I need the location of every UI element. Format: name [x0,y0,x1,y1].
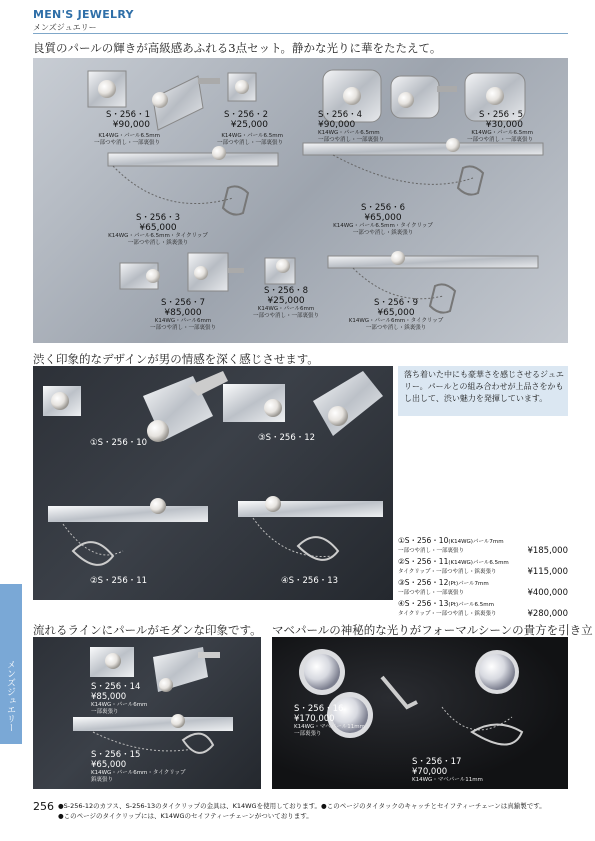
item-code: S・256・16 [294,704,344,714]
item-spec: K14WG・パール6mm [91,702,148,708]
section1-lead: 良質のパールの輝きが高級感あふれる3点セット。静かな光りに華をたたえて。 [33,41,442,55]
item-256-17-label [412,757,483,784]
item-spec: K14WG・パール6mm [154,318,212,324]
price-row-detail [398,567,568,577]
item-price: ¥90,000 [318,120,356,130]
price-value: ¥400,000 [527,588,568,598]
price-row-detail [398,609,568,619]
price-spec: 一部つや消し・一部裏張り [398,548,465,554]
item-256-5-label [463,110,523,130]
price-code: ④S・256・13 [398,599,449,608]
item-256-5-spec [443,130,533,144]
item-256-2-spec [199,133,283,147]
item-256-1-spec [76,133,160,147]
item-spec: 一部つや消し・一部裏張り [93,140,160,146]
photo-label-256-13: ④S・256・13 [281,576,339,586]
item-code: S・256・4 [318,110,363,120]
footer-note: ●このページのタイクリップには、K14WGのセイフティーチェーンがついております。 [58,812,313,820]
item-spec: 一部つや消し・一部裏張り [216,140,283,146]
section2-note: 落ち着いた中にも豪華さを感じさせるジュエリー。パールとの組み合わせが上品さをかもし出して、渋い魅力を発揮しています。 [404,370,564,403]
item-spec: 一部裏張り [91,709,119,715]
item-256-4-spec [318,130,408,144]
section3-photo [33,637,261,789]
photo-label-256-10: ①S・256・10 [90,438,148,448]
item-code: S・256・15 [91,750,141,760]
price-spec: (Pt)パール6.5mm [448,602,494,608]
item-256-1-label [90,110,150,130]
item-spec: K14WG・パール6.5mm・タイクリップ [333,223,433,229]
item-code: S・256・3 [135,213,181,223]
item-spec: K14WG・パール6.5mm [221,133,283,139]
section2-lead: 渋く印象的なデザインが男の情感を深く感じさせます。 [33,352,319,366]
item-256-14-label [91,682,147,716]
item-code: S・256・7 [160,298,206,308]
price-spec: タイクリップ・一部つや消し・鋲裏張り [398,569,497,575]
item-price: ¥85,000 [164,308,202,318]
item-spec: 一部つや消し・鋲裏張り [352,230,414,236]
photo-label-256-12: ③S・256・12 [258,433,316,443]
section2-jewelry-illustration [33,366,393,600]
item-code: S・256・1 [105,110,150,120]
photo-label-256-11: ②S・256・11 [90,576,148,586]
item-spec: K14WG・マベパール11mm [412,777,483,783]
item-256-2-label [208,110,268,130]
section4-lead: マベパールの神秘的な光りがフォーマルシーンの貴方を引き立 [272,623,593,637]
page-number: 256 [33,800,54,813]
item-256-3-label [98,213,218,247]
item-spec: 一部つや消し・一部裏張り [318,137,385,143]
page-header-subtitle: メンズジュエリー [33,23,97,32]
section2-price-list [398,535,568,619]
item-spec: 一部つや消し・一部裏張り [466,137,533,143]
item-256-6-label [323,203,443,237]
item-price: ¥90,000 [112,120,150,130]
item-spec: 一部つや消し・鋲裏張り [365,325,427,331]
item-price: ¥30,000 [485,120,523,130]
item-256-8-label [241,286,331,320]
item-spec: 一部つや消し・鋲裏張り [127,240,189,246]
item-spec: 一部裏張り [294,731,322,737]
price-value: ¥280,000 [527,609,568,619]
item-spec: K14WG・パール6.5mm [98,133,160,139]
price-row-detail [398,546,568,556]
price-row [398,535,568,546]
price-spec: (K14WG)パール7mm [448,539,504,545]
price-spec: (Pt)パール7mm [448,581,489,587]
price-value: ¥115,000 [527,567,568,577]
item-code: S・256・2 [223,110,268,120]
item-code: S・256・9 [373,298,419,308]
item-256-7-label [133,298,233,332]
item-spec: 一部つや消し・一部裏張り [252,313,319,319]
item-code: S・256・5 [478,110,523,120]
item-price: ¥65,000 [91,760,127,770]
item-price: ¥85,000 [91,692,127,702]
header-rule [33,33,568,34]
item-spec: K14WG・パール6.5mm [471,130,533,136]
section1-photo [33,58,568,343]
page-header-title: MEN'S JEWELRY [33,8,134,21]
item-price: ¥25,000 [267,296,305,306]
item-code: S・256・6 [360,203,406,213]
item-price: ¥65,000 [139,223,177,233]
price-row [398,598,568,609]
section4-photo [272,637,568,789]
section3-lead: 流れるラインにパールがモダンな印象です。 [33,623,262,637]
price-value: ¥185,000 [527,546,568,556]
item-price: ¥70,000 [412,767,448,777]
price-row [398,577,568,588]
item-price: ¥65,000 [364,213,402,223]
item-256-15-label [91,750,185,784]
price-code: ②S・256・11 [398,557,449,566]
item-code: S・256・8 [263,286,309,296]
price-code: ③S・256・12 [398,578,449,587]
item-spec: K14WG・パール6mm [257,306,315,312]
item-256-4-label [318,110,378,130]
item-spec: K14WG・マベパール11mm [294,724,365,730]
footer-notes [58,801,568,821]
price-spec: 一部つや消し・一部裏張り [398,590,465,596]
item-256-9-label [331,298,461,332]
price-spec: タイクリップ・一部つや消し・鋲裏張り [398,611,497,617]
item-spec: 鋲裏張り [91,777,114,783]
item-code: S・256・17 [412,757,462,767]
price-row-detail [398,588,568,598]
price-row [398,556,568,567]
item-code: S・256・14 [91,682,141,692]
item-spec: K14WG・パール6mm・タイクリップ [91,770,186,776]
footer-note: ●S-256-12のカフス、S-256-13のタイクリップの金具は、K14WGを使用しております。●このページのタイタックのキャッチとセイフティーチェーンは真鍮製です。 [58,802,546,810]
item-spec: K14WG・パール6mm・タイクリップ [348,318,444,324]
price-code: ①S・256・10 [398,536,449,545]
item-256-16-label [294,704,365,738]
item-price: ¥65,000 [377,308,415,318]
section2-photo [33,366,393,600]
item-price: ¥25,000 [230,120,268,130]
price-spec: (K14WG)パール6.5mm [448,560,509,566]
side-category-label: メンズジュエリー [5,660,15,732]
item-price: ¥170,000 [294,714,335,724]
item-spec: 一部つや消し・一部裏張り [149,325,216,331]
item-spec: K14WG・パール6.5mm [318,130,380,136]
item-spec: K14WG・パール6.5mm・タイクリップ [108,233,208,239]
